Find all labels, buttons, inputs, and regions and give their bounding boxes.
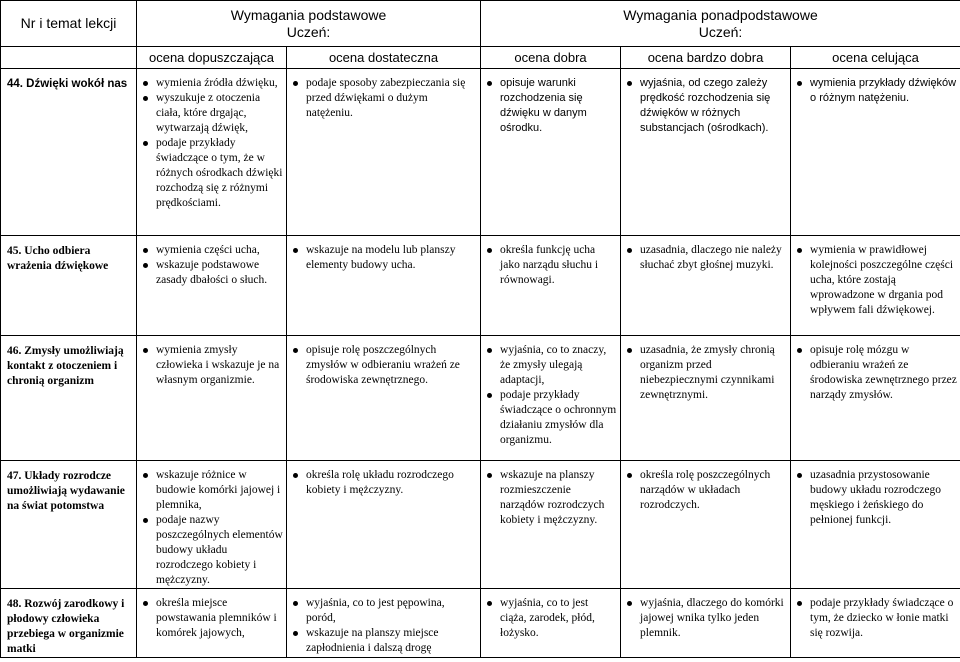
- requirement-list: [794, 343, 957, 403]
- requirement-list: [624, 596, 787, 641]
- requirement-item: podaje przykłady świadczące o tym, że w różnych ośrodkach dźwięki rozchodzą się z różnymi prędkościami.: [140, 136, 283, 211]
- requirement-item: wyjaśnia, co to znaczy, że zmysły ulegają adaptacji,: [484, 343, 617, 388]
- requirement-cell-grade-2: [287, 69, 481, 236]
- requirement-item: wyjaśnia, co to jest ciąża, zarodek, płód, łożysko.: [484, 596, 617, 641]
- requirement-cell-grade-1: [137, 69, 287, 236]
- requirement-list: [624, 76, 787, 136]
- requirement-item: podaje nazwy poszczególnych elementów budowy układu rozrodczego kobiety i mężczyzny.: [140, 513, 283, 588]
- requirement-list: [794, 76, 957, 106]
- requirement-item: określa rolę układu rozrodczego kobiety i mężczyzny.: [290, 468, 477, 498]
- requirement-cell-grade-5: [791, 589, 960, 658]
- requirement-list: [624, 468, 787, 513]
- requirement-cell-grade-5: [791, 236, 960, 336]
- requirement-item: wskazuje różnice w budowie komórki jajowej i plemnika,: [140, 468, 283, 513]
- requirement-item: wymienia przykłady dźwięków o różnym natężeniu.: [794, 76, 957, 106]
- requirement-list: [624, 243, 787, 273]
- requirement-item: podaje przykłady świadczące o tym, że dziecko w łonie matki się rozwija.: [794, 596, 957, 641]
- requirement-item: uzasadnia, dlaczego nie należy słuchać zbyt głośnej muzyki.: [624, 243, 787, 273]
- lesson-row: [1, 336, 960, 461]
- requirement-item: określa miejsce powstawania plemników i komórek jajowych,: [140, 596, 283, 641]
- requirement-item: podaje przykłady świadczące o ochronnym działaniu zmysłów dla organizmu.: [484, 388, 617, 448]
- lesson-row: [1, 69, 960, 236]
- requirement-cell-grade-1: [137, 589, 287, 658]
- requirement-item: opisuje warunki rozchodzenia się dźwięku w danym ośrodku.: [484, 76, 617, 136]
- requirement-list: [140, 76, 283, 211]
- lesson-topic: 44. Dźwięki wokół nas: [1, 69, 137, 236]
- requirement-cell-grade-4: [621, 589, 791, 658]
- requirement-cell-grade-5: [791, 336, 960, 461]
- requirement-list: [794, 243, 957, 318]
- requirement-list: [140, 243, 283, 288]
- requirement-cell-grade-3: [481, 236, 621, 336]
- lesson-topic: 45. Ucho odbiera wrażenia dźwiękowe: [1, 236, 137, 336]
- lesson-row: [1, 589, 960, 658]
- lesson-topic: 48. Rozwój zarodkowy i płodowy człowieka przebiega w organizmie matki: [1, 589, 137, 658]
- requirement-item: uzasadnia przystosowanie budowy układu rozrodczego męskiego i żeńskiego do pełnionej funkcji.: [794, 468, 957, 528]
- requirement-cell-grade-5: [791, 69, 960, 236]
- requirement-item: wyszukuje z otoczenia ciała, które drgając, wytwarzają dźwięk,: [140, 91, 283, 136]
- requirement-cell-grade-4: [621, 461, 791, 589]
- requirement-list: [290, 596, 477, 656]
- requirement-list: [794, 468, 957, 528]
- requirement-item: wymienia zmysły człowieka i wskazuje je na własnym organizmie.: [140, 343, 283, 388]
- requirement-list: [290, 243, 477, 273]
- lesson-topic: 46. Zmysły umożliwiają kontakt z otoczeniem i chronią organizm: [1, 336, 137, 461]
- requirement-item: wymienia źródła dźwięku,: [140, 76, 283, 91]
- requirement-cell-grade-2: [287, 236, 481, 336]
- requirement-item: określa funkcję ucha jako narządu słuchu i równowagi.: [484, 243, 617, 288]
- requirement-item: wskazuje podstawowe zasady dbałości o słuch.: [140, 258, 283, 288]
- requirement-cell-grade-2: [287, 461, 481, 589]
- requirement-list: [794, 596, 957, 641]
- requirement-item: opisuje rolę poszczególnych zmysłów w odbieraniu wrażeń ze środowiska zewnętrznego.: [290, 343, 477, 388]
- requirement-cell-grade-3: [481, 589, 621, 658]
- requirement-cell-grade-1: [137, 236, 287, 336]
- requirement-item: wskazuje na modelu lub planszy elementy budowy ucha.: [290, 243, 477, 273]
- requirement-list: [484, 243, 617, 288]
- requirement-item: podaje sposoby zabezpieczania się przed dźwiękami o dużym natężeniu.: [290, 76, 477, 121]
- requirement-item: wyjaśnia, od czego zależy prędkość rozchodzenia się dźwięków w różnych substancjach (ośrodkach).: [624, 76, 787, 136]
- requirement-item: uzasadnia, że zmysły chronią organizm przed niebezpiecznymi czynnikami zewnętrznymi.: [624, 343, 787, 403]
- requirement-item: wskazuje na planszy rozmieszczenie narządów rozrodczych kobiety i mężczyzny.: [484, 468, 617, 528]
- requirement-cell-grade-4: [621, 236, 791, 336]
- grade-3: ocena dobra: [481, 47, 621, 69]
- lesson-row: [1, 461, 960, 589]
- requirement-item: opisuje rolę mózgu w odbieraniu wrażeń ze środowiska zewnętrznego przez narządy zmysłów.: [794, 343, 957, 403]
- lesson-topic: 47. Układy rozrodcze umożliwiają wydawanie na świat potomstwa: [1, 461, 137, 589]
- requirement-list: [290, 343, 477, 388]
- grade-1: ocena dopuszczająca: [137, 47, 287, 69]
- requirement-cell-grade-1: [137, 461, 287, 589]
- header-basic: Wymagania podstawowe Uczeń:: [137, 1, 481, 47]
- grade-4: ocena bardzo dobra: [621, 47, 791, 69]
- requirement-item: wskazuje na planszy miejsce zapłodnienia i dalszą drogę: [290, 626, 477, 656]
- requirement-item: wyjaśnia, dlaczego do komórki jajowej wnika tylko jeden plemnik.: [624, 596, 787, 641]
- requirement-cell-grade-1: [137, 336, 287, 461]
- lesson-row: [1, 236, 960, 336]
- requirement-list: [290, 468, 477, 498]
- header-advanced: Wymagania ponadpodstawowe Uczeń:: [481, 1, 960, 47]
- requirement-list: [484, 343, 617, 448]
- requirement-list: [624, 343, 787, 403]
- requirement-list: [290, 76, 477, 121]
- requirement-cell-grade-5: [791, 461, 960, 589]
- requirement-list: [140, 596, 283, 641]
- header-topic-blank: [1, 47, 137, 69]
- requirement-list: [484, 596, 617, 641]
- requirement-cell-grade-3: [481, 336, 621, 461]
- grade-2: ocena dostateczna: [287, 47, 481, 69]
- grade-5: ocena celująca: [791, 47, 960, 69]
- requirement-list: [140, 468, 283, 588]
- requirement-cell-grade-4: [621, 336, 791, 461]
- requirement-item: wyjaśnia, co to jest pępowina, poród,: [290, 596, 477, 626]
- requirement-cell-grade-4: [621, 69, 791, 236]
- requirement-item: wymienia części ucha,: [140, 243, 283, 258]
- requirement-item: określa rolę poszczególnych narządów w układach rozrodczych.: [624, 468, 787, 513]
- requirement-item: wymienia w prawidłowej kolejności poszczególne części ucha, które zostają wprowadzone w drgania pod wpływem fali dźwiękowej.: [794, 243, 957, 318]
- requirement-list: [140, 343, 283, 388]
- requirement-list: [484, 76, 617, 136]
- requirement-cell-grade-3: [481, 69, 621, 236]
- requirement-cell-grade-3: [481, 461, 621, 589]
- requirement-list: [484, 468, 617, 528]
- requirement-cell-grade-2: [287, 336, 481, 461]
- header-topic: Nr i temat lekcji: [1, 1, 137, 47]
- requirement-cell-grade-2: [287, 589, 481, 658]
